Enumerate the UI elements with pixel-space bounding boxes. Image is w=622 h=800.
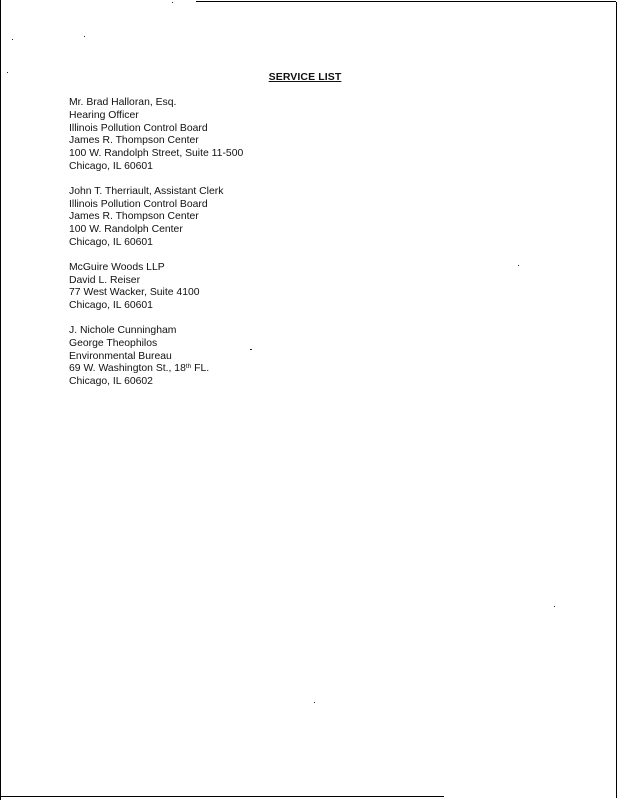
entry-line: Illinois Pollution Control Board (69, 122, 208, 134)
entry-line: Chicago, IL 60601 (69, 160, 153, 172)
service-list (69, 97, 369, 401)
scan-edge-bottom (0, 796, 444, 797)
entry-line: J. Nichole Cunningham (69, 324, 177, 336)
scan-speck (554, 606, 555, 607)
scan-speck (84, 36, 85, 37)
entry-line: Chicago, IL 60601 (69, 236, 153, 248)
entry-line: 77 West Wacker, Suite 4100 (69, 287, 200, 299)
entry-line: Chicago, IL 60601 (69, 300, 153, 312)
entry-line: Illinois Pollution Control Board (69, 198, 208, 210)
entry-line: 100 W. Randolph Street, Suite 11-500 (69, 148, 244, 160)
floor-superscript: th (185, 363, 192, 371)
entry-line: James R. Thompson Center (69, 211, 199, 223)
scan-speck (12, 39, 13, 40)
scan-edge-top (196, 1, 616, 2)
entry-line: McGuire Woods LLP (69, 261, 165, 273)
address-prefix: 69 W. Washington St., 18 (69, 363, 186, 375)
service-entry (69, 262, 369, 313)
service-entry (69, 97, 369, 174)
entry-line: Hearing Officer (69, 109, 139, 121)
scan-edge-left (0, 0, 1, 800)
scan-edge-right (616, 2, 617, 798)
scan-speck (518, 265, 519, 266)
entry-line: Environmental Bureau (69, 350, 172, 362)
service-entry (69, 186, 369, 250)
entry-line: George Theophilos (69, 337, 158, 349)
entry-line: Mr. Brad Halloran, Esq. (69, 97, 177, 108)
entry-line: Chicago, IL 60602 (69, 376, 153, 388)
service-entry (69, 325, 369, 389)
scan-speck (172, 2, 173, 3)
address-line (69, 363, 369, 376)
page-title: SERVICE LIST (268, 71, 342, 83)
entry-line: David L. Reiser (69, 274, 141, 286)
entry-line: James R. Thompson Center (69, 135, 199, 147)
entry-line: John T. Therriault, Assistant Clerk (69, 185, 224, 197)
address-suffix: FL. (191, 363, 210, 375)
scan-speck (314, 702, 315, 703)
entry-line: 100 W. Randolph Center (69, 224, 183, 236)
